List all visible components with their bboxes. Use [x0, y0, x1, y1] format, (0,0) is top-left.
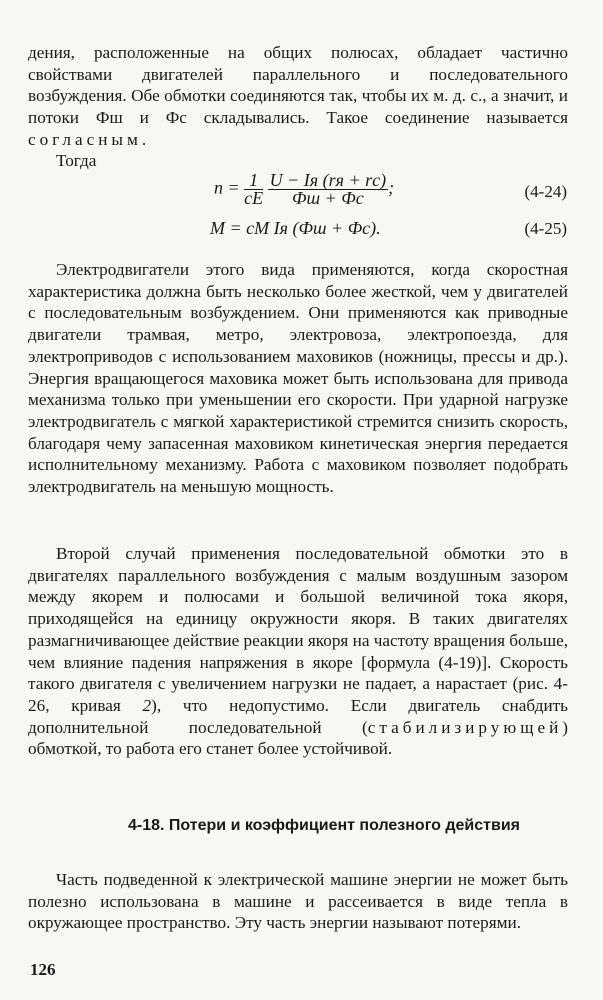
- spaced-term: стабилизирующей: [367, 717, 563, 737]
- paragraph-4: Часть подведенной к электрической машине энергии не может быть полезно использована в машине и рассеивается в виде тепла в окружающее пространство. Эту часть энергии называют потерями.: [28, 870, 568, 933]
- spaced-term: согласным: [28, 129, 142, 149]
- equation-4-24: [214, 172, 394, 207]
- paragraph-3-middle: ), что недопустимо. Если двигатель снабдить дополнительной последовательной (: [28, 695, 568, 737]
- paragraph-3: [28, 543, 568, 760]
- paragraph-3-text: Второй случай применения последовательной обмотки это в двигателях параллельного возбуждения с малым воздушным зазором между якорем и полюсами и большой величиной тока якоря, приходящейся на единицу окружности якоря. В таких двигателях размагничивающее действие реакции якоря на частоту вращения больше, чем влияние падения напряжения в якоре [формула (4-19)]. Скорость такого двигателя с увеличением нагрузки не падает, а нарастает (рис. 4-26, кривая: [28, 544, 568, 715]
- fraction-1: [244, 172, 263, 207]
- section-heading: 4-18. Потери и коэффициент полезного действия: [128, 817, 520, 834]
- fraction-2: [268, 172, 389, 207]
- fraction-1-numerator: 1: [244, 172, 263, 190]
- fraction-2-denominator: Фш + Фс: [292, 188, 364, 208]
- paragraph-2: Электродвигатели этого вида применяются, когда скоростная характеристика должна быть несколько более жесткой, чем у двигателей с последовательным возбуждением. Они применяются как приводные двигатели трамвая, метро, электровоза, электропоезда, для электроприводов с использованием маховиков (ножницы, прессы и др.). Энергия вращающегося маховика может быть использована для привода механизма только при уменьшении его скорости. При ударной нагрузке электродвигатель с мягкой характеристикой стремится снизить скорость, благодаря чему запасенная маховиком кинетическая энергия передается исполнительному механизму. Работа с маховиком позволяет подобрать электродвигатель на меньшую мощность.: [28, 260, 568, 497]
- equation-number-4-25: (4-25): [524, 219, 567, 238]
- curve-number: 2: [142, 695, 152, 715]
- paragraph-1: [28, 42, 568, 151]
- paragraph-1-text: дения, расположенные на общих полюсах, обладает частично свойствами двигателей параллельного и последовательного возбуждения. Обе обмотки соединяются так, чтобы их м. д. с., а значит, и потоки Фш и Фс складывались. Такое соединение называется: [28, 43, 568, 128]
- page-number: 126: [30, 960, 56, 979]
- fraction-2-numerator: U − Iя (rя + rс): [269, 170, 387, 190]
- then-label: Тогда: [56, 151, 97, 170]
- equation-semicolon: ;: [388, 177, 395, 198]
- equation-number-4-24: (4-24): [524, 182, 567, 201]
- fraction-1-denominator: cE: [244, 188, 264, 208]
- equation-4-25: M = cM Iя (Фш + Фс).: [210, 218, 381, 238]
- equation-lhs: n =: [214, 177, 240, 198]
- paragraph-3-end: ) обмоткой, то работа его станет более устойчивой.: [28, 717, 568, 759]
- paragraph-1-end: .: [141, 129, 147, 149]
